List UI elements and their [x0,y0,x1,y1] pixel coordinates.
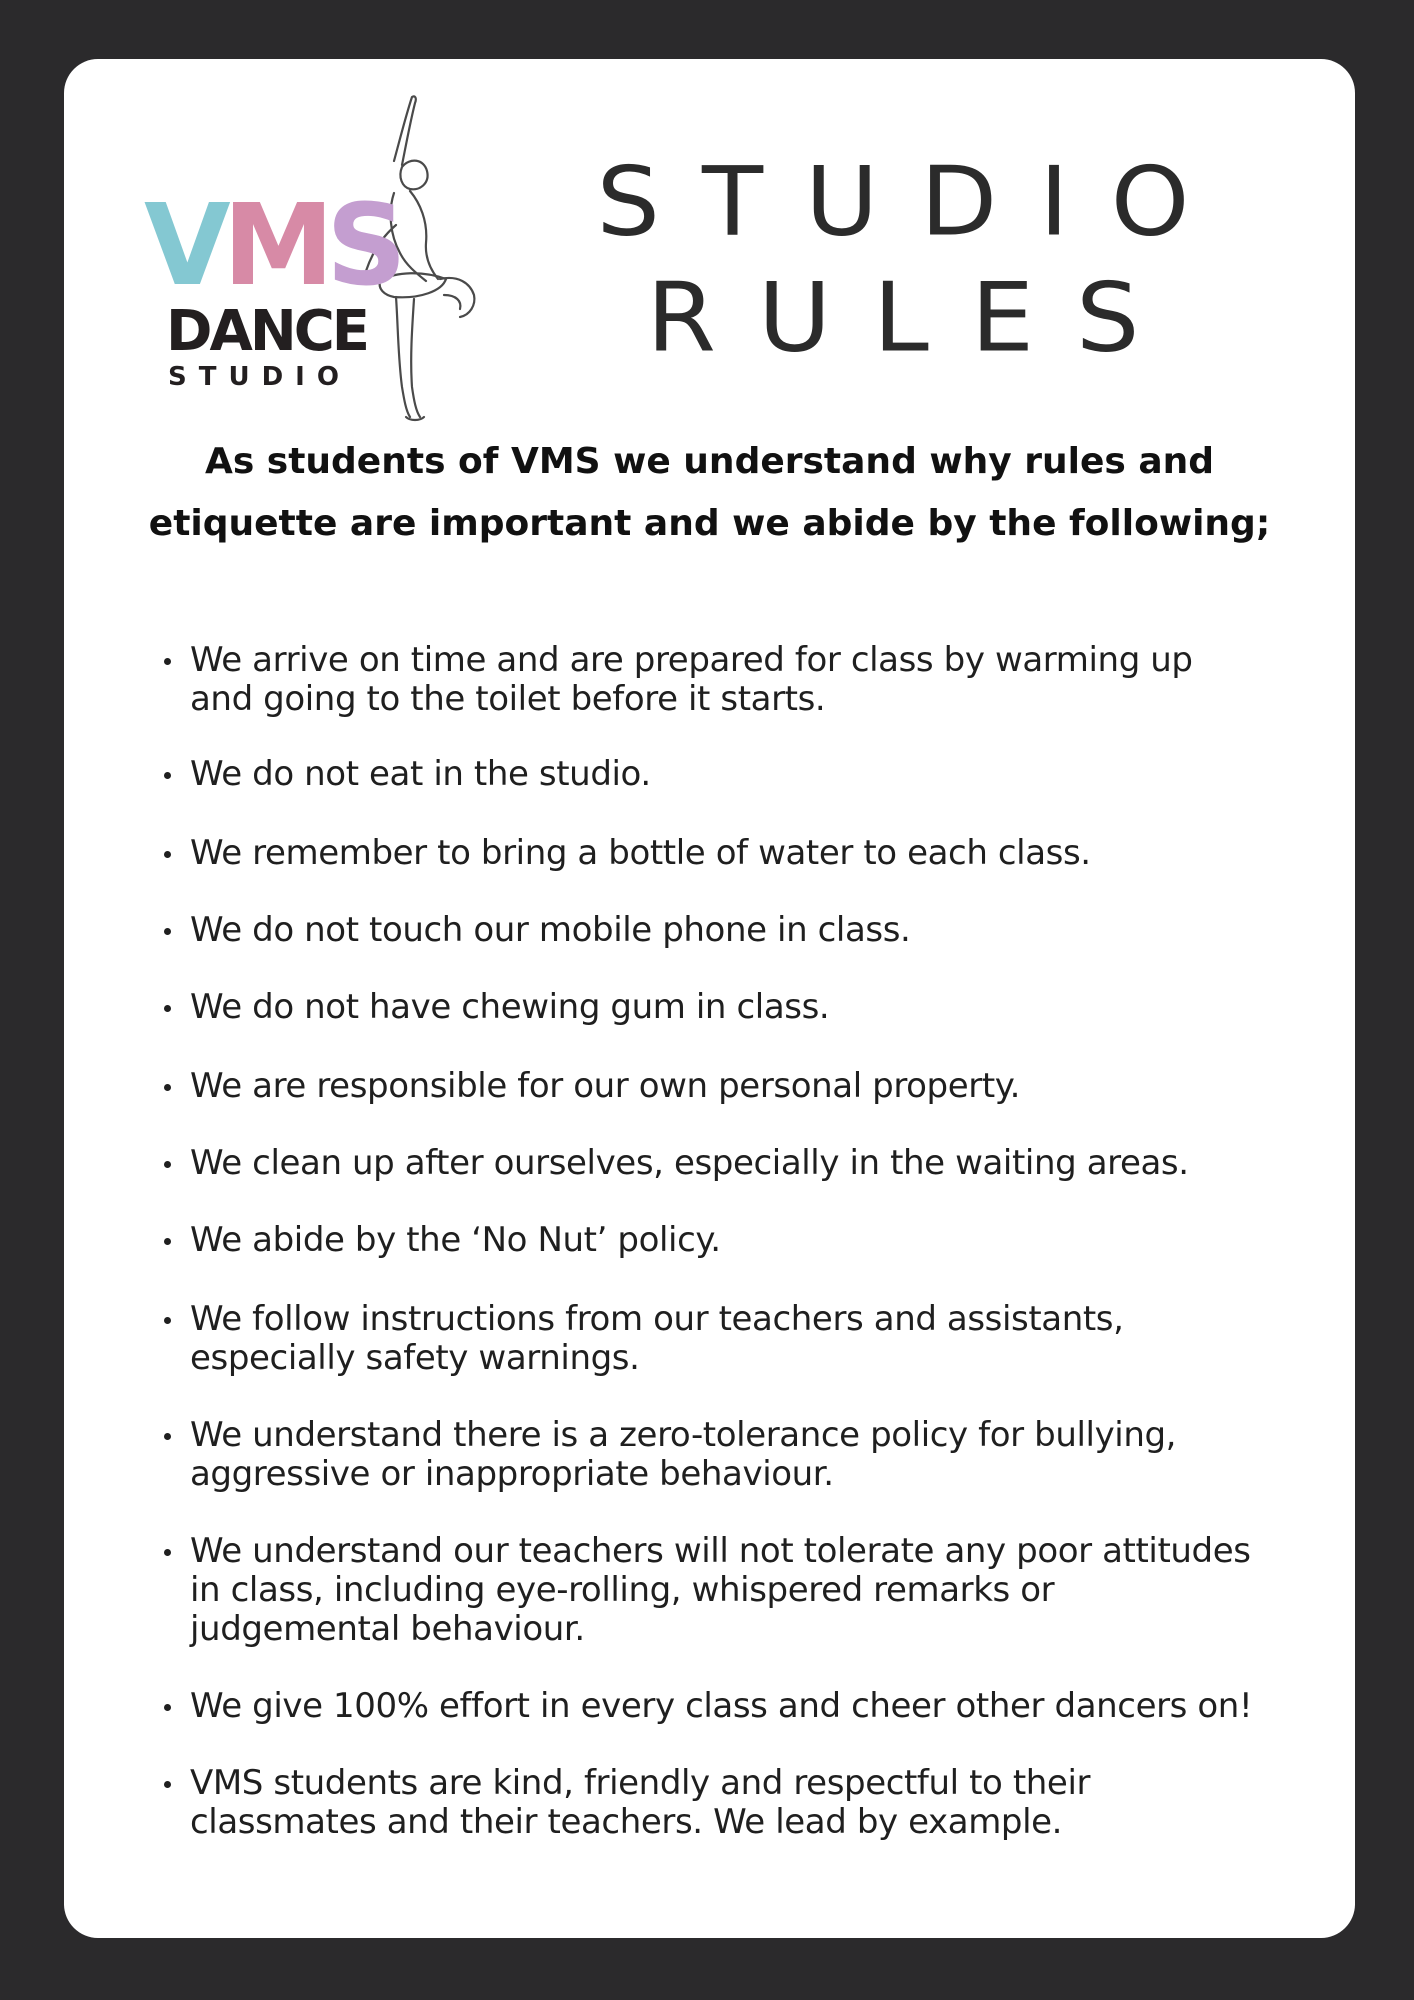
bullet-icon [164,928,171,935]
bullet-icon [164,1238,171,1245]
rule-item [164,641,1314,719]
rule-item [164,755,1314,794]
rule-line: classmates and their teachers. We lead by example. [190,1802,1063,1842]
rule-line: We are responsible for our own personal property. [190,1066,1021,1106]
rule-item [164,1416,1314,1494]
rule-line: in class, including eye-rolling, whispered remarks or [190,1570,1055,1610]
logo-letter-v: V [144,181,223,311]
rule-line: We arrive on time and are prepared for class by warming up [190,640,1193,680]
intro-text [104,431,1315,555]
rule-line: aggressive or inappropriate behaviour. [190,1454,834,1494]
rules-list [164,641,1314,1842]
logo-letter-m: M [222,181,327,311]
rule-line: especially safety warnings. [190,1338,640,1378]
rule-item [164,1687,1314,1726]
bullet-icon [164,1704,171,1711]
bullet-icon [164,1433,171,1440]
bullet-icon [164,1549,171,1556]
title-line-rules: RULES [646,261,1182,374]
rule-line: We remember to bring a bottle of water to each class. [190,833,1091,873]
page-title [514,144,1314,376]
rule-line: We give 100% effort in every class and cheer other dancers on! [190,1686,1253,1726]
rule-line: VMS students are kind, friendly and respectful to their [190,1763,1091,1803]
title-line-studio: STUDIO [596,145,1232,258]
vms-dance-studio-logo [144,95,504,425]
intro-line-1: As students of VMS we understand why rules and [204,441,1215,482]
bullet-icon [164,1161,171,1168]
logo-studio-text: STUDIO [168,362,351,392]
rule-line: We follow instructions from our teachers and assistants, [190,1299,1124,1339]
rule-item [164,834,1314,873]
rule-line: We abide by the ‘No Nut’ policy. [190,1220,721,1260]
logo-dance-text: DANCE [166,299,368,364]
rule-item [164,1300,1314,1378]
bullet-icon [164,851,171,858]
rule-line: judgemental behaviour. [190,1609,585,1649]
vms-letters [144,181,399,311]
intro-line-2: etiquette are important and we abide by the following; [148,503,1271,544]
rule-item [164,988,1314,1027]
bullet-icon [164,1084,171,1091]
rule-line: We understand there is a zero-tolerance policy for bullying, [190,1415,1177,1455]
bullet-icon [164,772,171,779]
rule-item [164,911,1314,950]
rule-line: We do not have chewing gum in class. [190,987,830,1027]
rule-line: We do not touch our mobile phone in class. [190,910,911,950]
rule-line: We understand our teachers will not tolerate any poor attitudes [190,1531,1251,1571]
bullet-icon [164,1317,171,1324]
logo-letter-s: S [326,181,399,311]
rule-line: We clean up after ourselves, especially in the waiting areas. [190,1143,1189,1183]
rule-item [164,1144,1314,1183]
rule-item [164,1532,1314,1649]
rule-line: We do not eat in the studio. [190,754,651,794]
bullet-icon [164,658,171,665]
rule-item [164,1221,1314,1260]
rule-line: and going to the toilet before it starts. [190,679,826,719]
rules-card [64,59,1355,1938]
bullet-icon [164,1005,171,1012]
bullet-icon [164,1781,171,1788]
rule-item [164,1764,1314,1842]
rule-item [164,1067,1314,1106]
